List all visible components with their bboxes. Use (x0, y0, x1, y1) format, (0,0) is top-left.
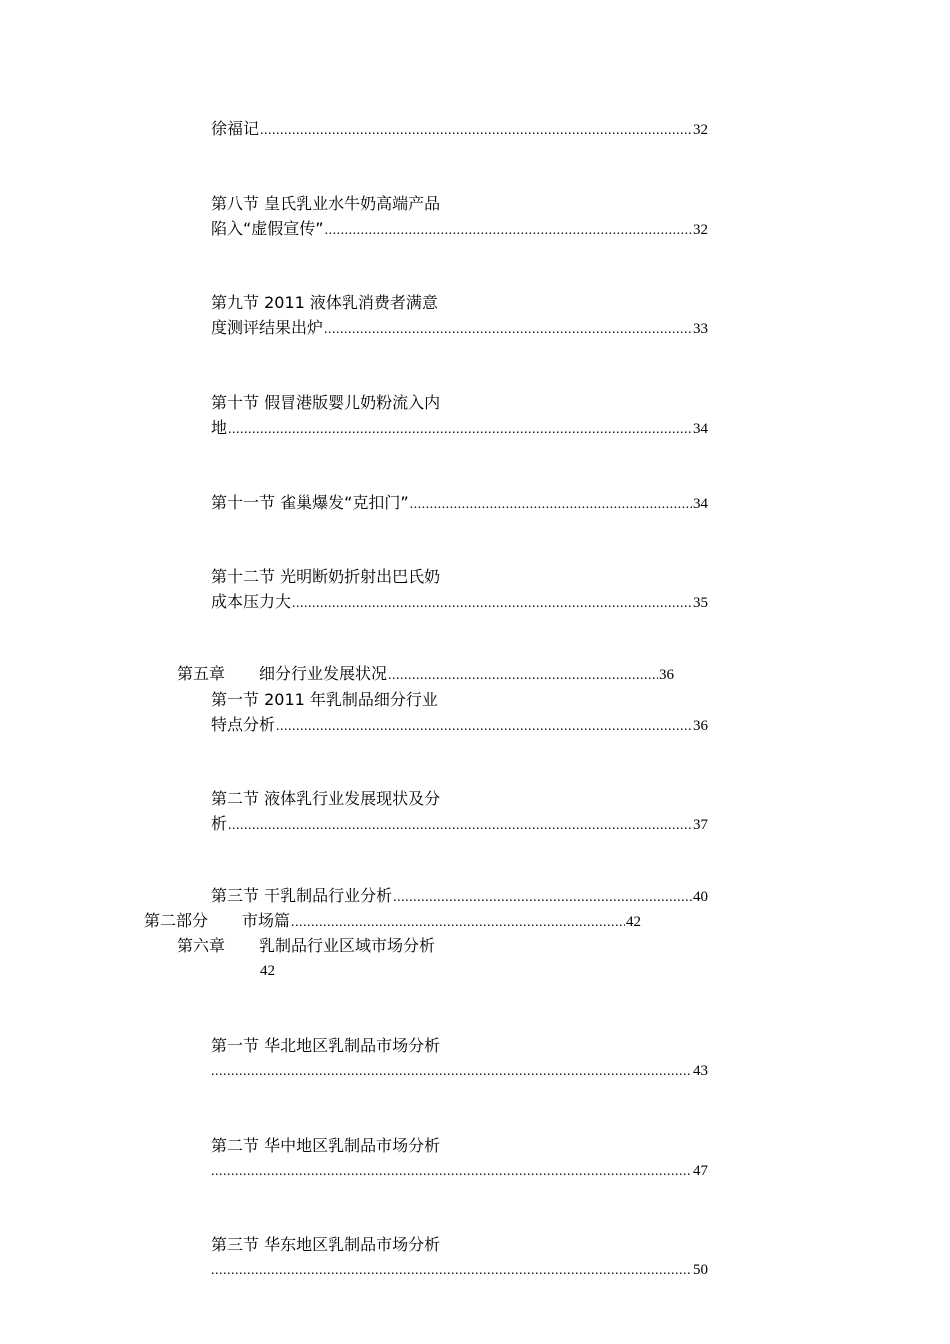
toc-entry-text: 成本压力大 (211, 592, 292, 611)
toc-dot-leader (276, 715, 692, 739)
toc-chapter-label: 第五章 (177, 664, 226, 683)
toc-entry[interactable] (211, 713, 708, 737)
toc-entry-heading[interactable] (211, 291, 438, 315)
toc-entry[interactable] (211, 316, 708, 340)
toc-part-label: 第二部分 (144, 911, 209, 930)
toc-part-entry[interactable] (144, 909, 641, 933)
toc-entry[interactable] (211, 491, 708, 515)
toc-entry-text: 细分行业发展状况 (259, 664, 388, 683)
toc-entry[interactable] (211, 1159, 708, 1183)
toc-entry-heading-text: 第一节 华北地区乳制品市场分析 (211, 1036, 441, 1055)
toc-entry[interactable] (211, 590, 708, 614)
toc-entry-text: 特点分析 (211, 715, 276, 734)
toc-dot-leader (325, 219, 692, 243)
toc-dot-leader (393, 886, 692, 910)
toc-page-number: 42 (260, 963, 275, 979)
toc-entry-text: 乳制品行业区域市场分析 (259, 936, 436, 955)
toc-entry-heading[interactable] (211, 1034, 440, 1058)
toc-dot-leader (228, 418, 692, 442)
toc-entry[interactable] (211, 1059, 708, 1083)
toc-entry-heading[interactable] (211, 1233, 440, 1257)
toc-entry-heading-text: 第二节 液体乳行业发展现状及分 (211, 789, 441, 808)
toc-page-number: 47 (693, 1163, 708, 1179)
toc-entry[interactable] (211, 416, 708, 440)
toc-dot-leader (228, 814, 692, 838)
toc-dot-leader (291, 911, 625, 935)
toc-page-number: 32 (693, 222, 708, 238)
toc-dot-leader (324, 318, 692, 342)
toc-entry-text: 析 (211, 814, 228, 833)
toc-dot-leader (211, 1160, 692, 1184)
toc-entry-text: 第十一节 雀巢爆发“克扣门” (211, 493, 409, 512)
toc-chapter-entry[interactable] (177, 662, 674, 686)
toc-entry[interactable] (211, 1258, 708, 1282)
toc-entry-text: 徐福记 (211, 119, 260, 138)
toc-dot-leader (211, 1259, 692, 1283)
toc-entry[interactable] (211, 217, 708, 241)
toc-page-number: 34 (693, 421, 708, 437)
toc-page-line[interactable] (260, 959, 275, 983)
toc-entry-heading-text: 第八节 皇氏乳业水牛奶高端产品 (211, 194, 441, 213)
toc-entry-heading[interactable] (211, 688, 438, 712)
toc-page-number: 37 (693, 817, 708, 833)
toc-page-number: 35 (693, 595, 708, 611)
toc-entry-heading-text: 第九节 2011 液体乳消费者满意 (211, 293, 438, 312)
toc-entry-text: 陷入“虚假宣传” (211, 219, 324, 238)
toc-dot-leader (260, 119, 692, 143)
toc-entry-heading-text: 第一节 2011 年乳制品细分行业 (211, 690, 438, 709)
toc-page-number: 40 (693, 889, 708, 905)
toc-chapter-entry[interactable] (177, 934, 435, 958)
toc-page-number: 36 (693, 718, 708, 734)
toc-entry-heading-text: 第三节 华东地区乳制品市场分析 (211, 1235, 441, 1254)
toc-entry[interactable] (211, 117, 708, 141)
toc-entry-heading[interactable] (211, 565, 440, 589)
toc-page-number: 32 (693, 122, 708, 138)
toc-entry-text: 地 (211, 418, 228, 437)
toc-page-number: 36 (659, 667, 674, 683)
toc-entry-heading-text: 第二节 华中地区乳制品市场分析 (211, 1136, 441, 1155)
toc-entry-text: 第三节 干乳制品行业分析 (211, 886, 393, 905)
toc-dot-leader (292, 592, 692, 616)
toc-entry-heading-text: 第十二节 光明断奶折射出巴氏奶 (211, 567, 441, 586)
toc-page-number: 42 (626, 914, 641, 930)
toc-entry-text: 市场篇 (242, 911, 291, 930)
toc-entry[interactable] (211, 812, 708, 836)
toc-entry-heading[interactable] (211, 787, 440, 811)
toc-page-number: 34 (693, 496, 708, 512)
toc-entry-text: 度测评结果出炉 (211, 318, 324, 337)
toc-dot-leader (410, 493, 692, 517)
toc-entry-heading[interactable] (211, 1134, 440, 1158)
toc-entry-heading[interactable] (211, 192, 440, 216)
toc-chapter-label: 第六章 (177, 936, 226, 955)
toc-entry-heading[interactable] (211, 391, 440, 415)
toc-entry[interactable] (211, 884, 708, 908)
toc-page-number: 33 (693, 321, 708, 337)
toc-page-number: 50 (693, 1262, 708, 1278)
toc-page-number: 43 (693, 1063, 708, 1079)
toc-entry-heading-text: 第十节 假冒港版婴儿奶粉流入内 (211, 393, 441, 412)
toc-dot-leader (211, 1060, 692, 1084)
toc-dot-leader (388, 664, 658, 688)
